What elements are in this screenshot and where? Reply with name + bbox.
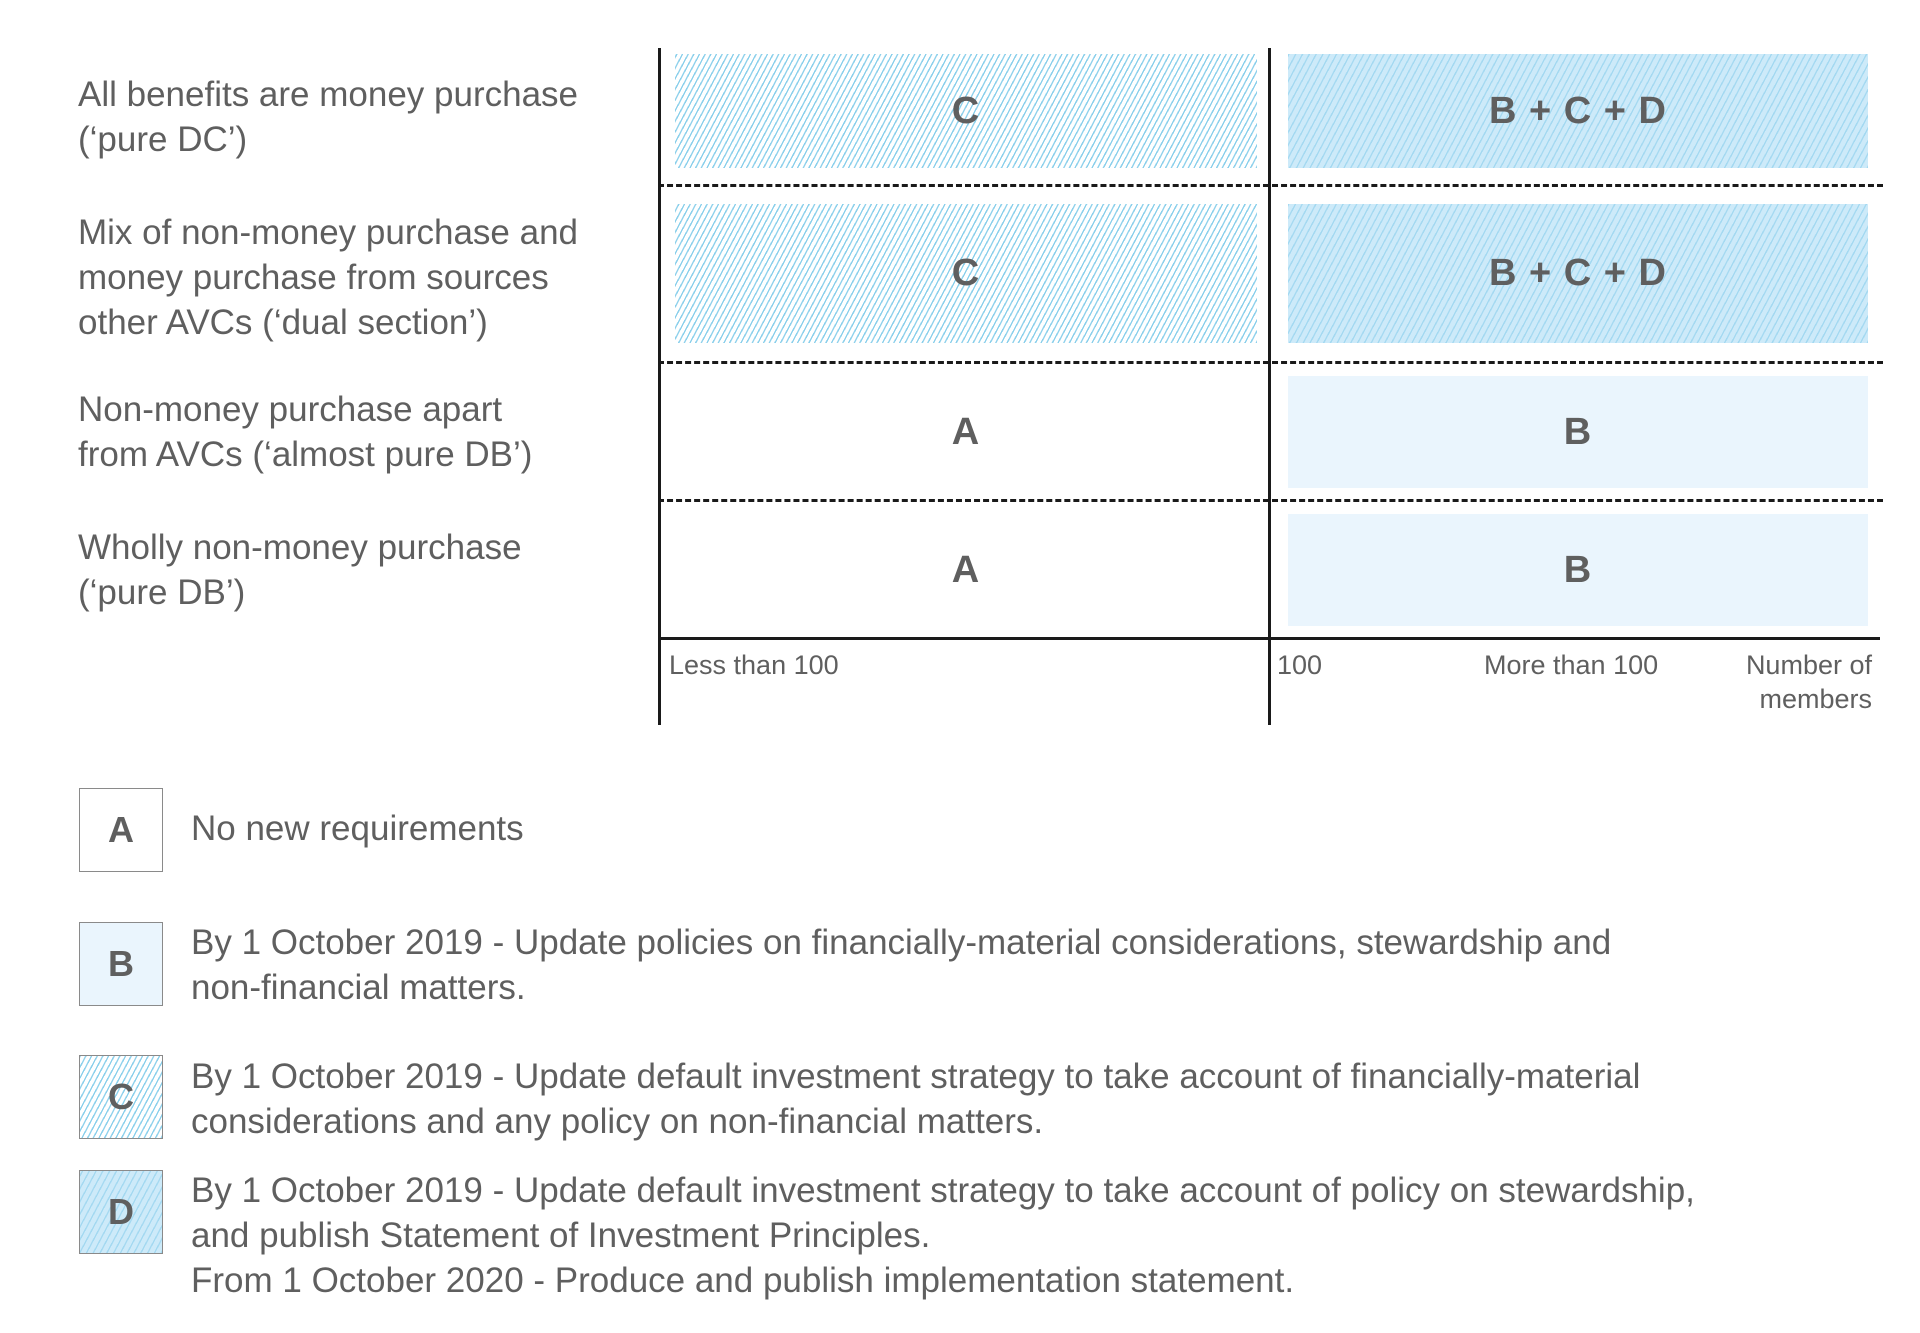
cell-dual-section-large: B + C + D [1288, 204, 1868, 343]
legend-text-c: By 1 October 2019 - Update default investment strategy to take account of financially-material considerations and any policy on non-financial matters. [191, 1057, 1641, 1141]
threshold-100-line [1268, 48, 1271, 725]
y-axis-line [658, 48, 661, 725]
cell-almost-pure-db-large: B [1288, 376, 1868, 488]
legend-key-b: B [79, 922, 163, 1006]
row-divider-1 [658, 184, 1883, 187]
cell-pure-dc-large: B + C + D [1288, 54, 1868, 168]
legend-text-b: By 1 October 2019 - Update policies on financially-material considerations, stewardship and non-financial matters. [191, 923, 1612, 1007]
cell-dual-section-small: C [675, 204, 1257, 343]
axis-label-number-of-members: Number of members [1745, 650, 1872, 714]
legend-text-a: No new requirements [191, 809, 524, 848]
row-label-dual-section: Mix of non-money purchase and money purchase from sources other AVCs (‘dual section’) [78, 213, 578, 342]
legend-key-c: C [79, 1055, 163, 1139]
row-label-pure-db: Wholly non-money purchase (‘pure DB’) [78, 528, 522, 612]
row-label-almost-pure-db: Non-money purchase apart from AVCs (‘almost pure DB’) [78, 390, 533, 474]
tick-100: 100 [1277, 650, 1323, 680]
x-axis-line [658, 637, 1880, 640]
cell-almost-pure-db-small: A [951, 410, 981, 453]
row-divider-2 [658, 361, 1883, 364]
cell-pure-db-small: A [951, 548, 981, 591]
tick-less-than-100: Less than 100 [669, 650, 839, 680]
cell-pure-dc-small: C [675, 54, 1257, 168]
legend-text-d: By 1 October 2019 - Update default investment strategy to take account of policy on stewardship, and publish Statement of Investment Principles. From 1 October 2020 - Produce and publish implementation statement. [191, 1171, 1695, 1300]
legend-key-d: D [79, 1170, 163, 1254]
row-label-pure-dc: All benefits are money purchase (‘pure DC’) [78, 75, 578, 159]
legend-key-a: A [79, 788, 163, 872]
tick-more-than-100: More than 100 [1484, 650, 1659, 680]
cell-pure-db-large: B [1288, 514, 1868, 626]
row-divider-3 [658, 499, 1883, 502]
